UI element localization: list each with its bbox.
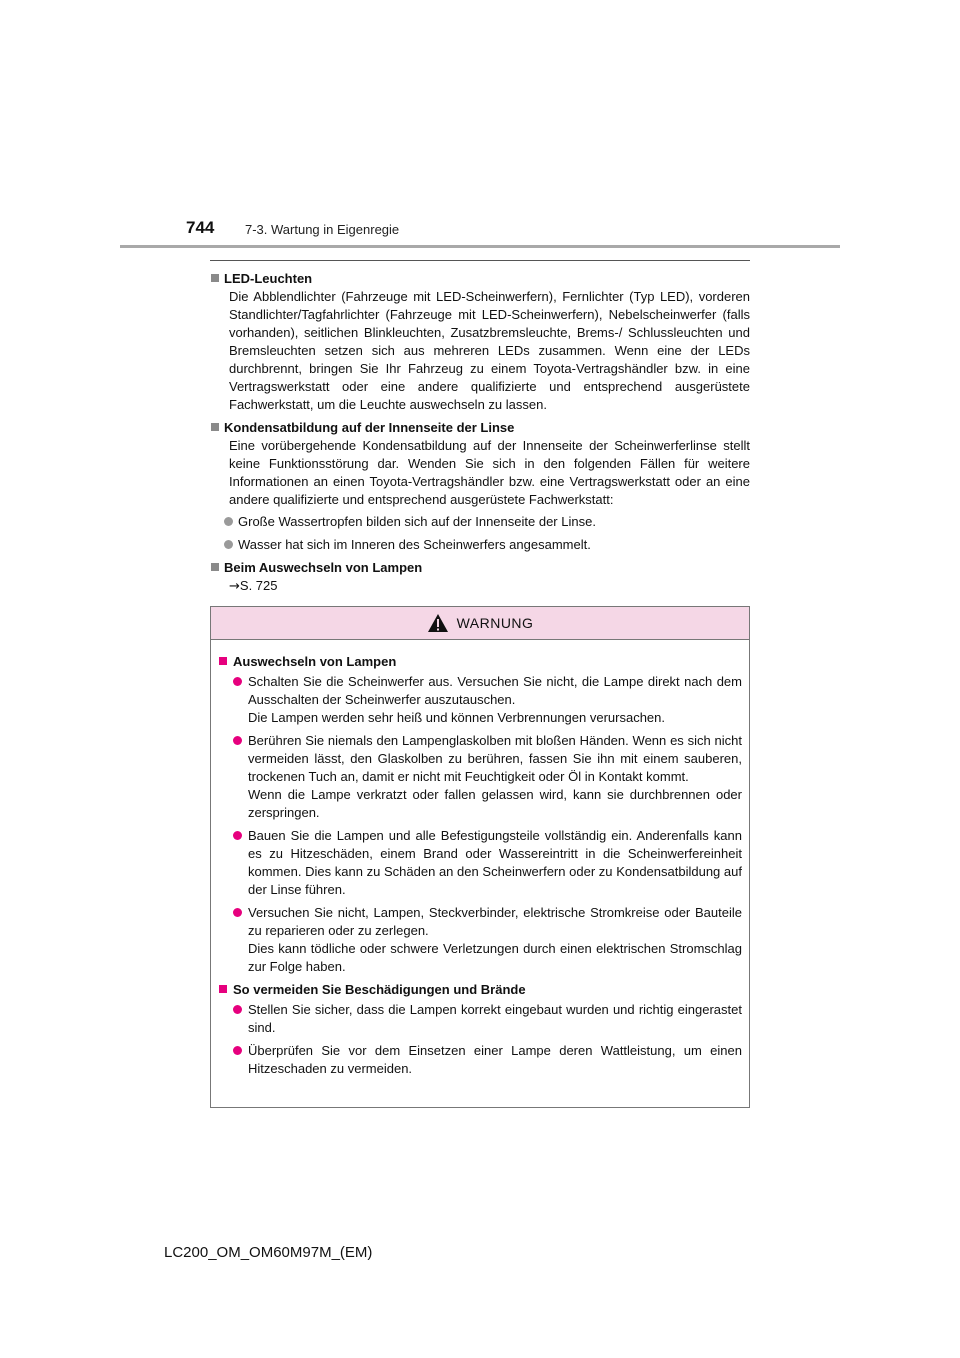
section-lampenwechsel [210, 559, 750, 596]
square-bullet-icon [219, 985, 227, 993]
list-item [224, 536, 750, 554]
list-item-text: Dies kann tödliche oder schwere Verletzungen durch einen elektrischen Stromschlag zur Folge haben. [248, 941, 742, 974]
list-item-text: Berühren Sie niemals den Lampenglaskolben mit bloßen Händen. Wenn es sich nicht vermeiden lässt, den Glaskolben zu berühren, fassen Sie ihn mit einem sauberen, trockenen Tuch an, damit er nicht mit Feuchtigkeit oder Öl in Kontakt kommt. [248, 733, 742, 784]
warning-heading [219, 653, 742, 671]
footer-doc-code: LC200_OM_OM60M97M_(EM) [164, 1244, 373, 1261]
circle-bullet-icon [233, 1046, 242, 1055]
list-item [224, 513, 750, 531]
paragraph: Eine vorübergehende Kondensatbildung auf der Innenseite der Scheinwerferlinse stellt keine Funktionsstörung dar. Wenden Sie sich in den folgenden Fällen für weitere Informationen an einen Toyota-Vertragshändler bzw. eine Vertragswerkstatt oder an eine andere qualifizierte und entsprechend ausgerüstete Fachwerkstatt: [229, 438, 750, 507]
section-kondensatbildung [210, 419, 750, 554]
heading-text: LED-Leuchten [224, 271, 313, 286]
list-item-text: Schalten Sie die Scheinwerfer aus. Versuchen Sie nicht, die Lampe direkt nach dem Ausschalten der Scheinwerfer auszutauschen. [248, 674, 742, 707]
circle-bullet-icon [233, 908, 242, 917]
square-bullet-icon [211, 423, 219, 431]
main-content [210, 260, 750, 601]
warning-body [211, 640, 749, 1078]
list-item [233, 1042, 742, 1078]
paragraph: Die Abblendlichter (Fahrzeuge mit LED-Scheinwerfern), Fernlichter (Typ LED), vorderen Standlichter/Tagfahrlichter (Fahrzeuge mit LED-Scheinwerfern), Nebelscheinwerfer (falls vorhanden), seitlichen Blinkleuchten, Zusatzbremsleuchte, Brems-/ Schlussleuchten und Bremsleuchten setzen sich aus mehreren LEDs zusammen. Wenn eine der LEDs durchbrennt, bringen Sie Ihr Fahrzeug zu einem Toyota-Vertragshändler bzw. in eine Vertragswerkstatt oder eine andere qualifizierte und entsprechend ausgerüstete Fachwerkstatt, um die Leuchte auswechseln zu lassen. [229, 289, 750, 412]
warning-box [210, 606, 750, 1108]
list-item-text: Große Wassertropfen bilden sich auf der Innenseite der Linse. [238, 514, 596, 529]
list-item-text: Die Lampen werden sehr heiß und können Verbrennungen verursachen. [248, 710, 665, 725]
heading-text: Auswechseln von Lampen [233, 654, 397, 669]
list-item [233, 1001, 742, 1037]
page-number: 744 [186, 218, 215, 237]
section-led-leuchten [210, 270, 750, 414]
page-header [186, 218, 786, 248]
list-item-text: Versuchen Sie nicht, Lampen, Steckverbinder, elektrische Stromkreise oder Bauteile zu reparieren oder zu zerlegen. [248, 905, 742, 938]
warning-heading [219, 981, 742, 999]
square-bullet-icon [211, 274, 219, 282]
list-item-text: Wasser hat sich im Inneren des Scheinwerfers angesammelt. [238, 537, 591, 552]
reference-link[interactable]: S. 725 [239, 578, 278, 593]
list-item-text: Überprüfen Sie vor dem Einsetzen einer Lampe deren Wattleistung, um einen Hitzeschaden zu vermeiden. [248, 1043, 742, 1076]
circle-bullet-icon [233, 831, 242, 840]
list-item-text: Bauen Sie die Lampen und alle Befestigungsteile vollständig ein. Anderenfalls kann es zu Hitzeschäden, einem Brand oder Wassereintritt in die Scheinwerfereinheit kommen. Dies kann zu Schäden an den Scheinwerfern oder zu Kondensatbildung auf der Linse führen. [248, 828, 742, 897]
warning-title: WARNUNG [456, 615, 534, 631]
list-item [233, 904, 742, 976]
list-item-text: Stellen Sie sicher, dass die Lampen korrekt eingebaut wurden und richtig eingerastet sind. [248, 1002, 742, 1035]
list-item [233, 827, 742, 899]
arrow-right-icon: → [229, 579, 240, 594]
circle-bullet-icon [233, 677, 242, 686]
square-bullet-icon [219, 657, 227, 665]
section-heading [210, 270, 750, 288]
list-item [233, 732, 742, 822]
section-heading [210, 559, 750, 577]
section-title: 7-3. Wartung in Eigenregie [245, 222, 400, 237]
warning-triangle-icon [427, 613, 449, 633]
circle-bullet-icon [224, 540, 233, 549]
circle-bullet-icon [233, 736, 242, 745]
content-top-rule [210, 260, 750, 261]
list-item-text: Wenn die Lampe verkratzt oder fallen gelassen wird, kann sie durchbrennen oder zerspringen. [248, 787, 742, 820]
heading-text: So vermeiden Sie Beschädigungen und Brände [233, 982, 526, 997]
section-heading [210, 419, 750, 437]
header-rule [120, 245, 840, 248]
circle-bullet-icon [224, 517, 233, 526]
circle-bullet-icon [233, 1005, 242, 1014]
warning-header [211, 607, 749, 640]
heading-text: Kondensatbildung auf der Innenseite der Linse [224, 420, 515, 435]
page-reference [229, 577, 750, 596]
square-bullet-icon [211, 563, 219, 571]
list-item [233, 673, 742, 727]
heading-text: Beim Auswechseln von Lampen [224, 560, 423, 575]
